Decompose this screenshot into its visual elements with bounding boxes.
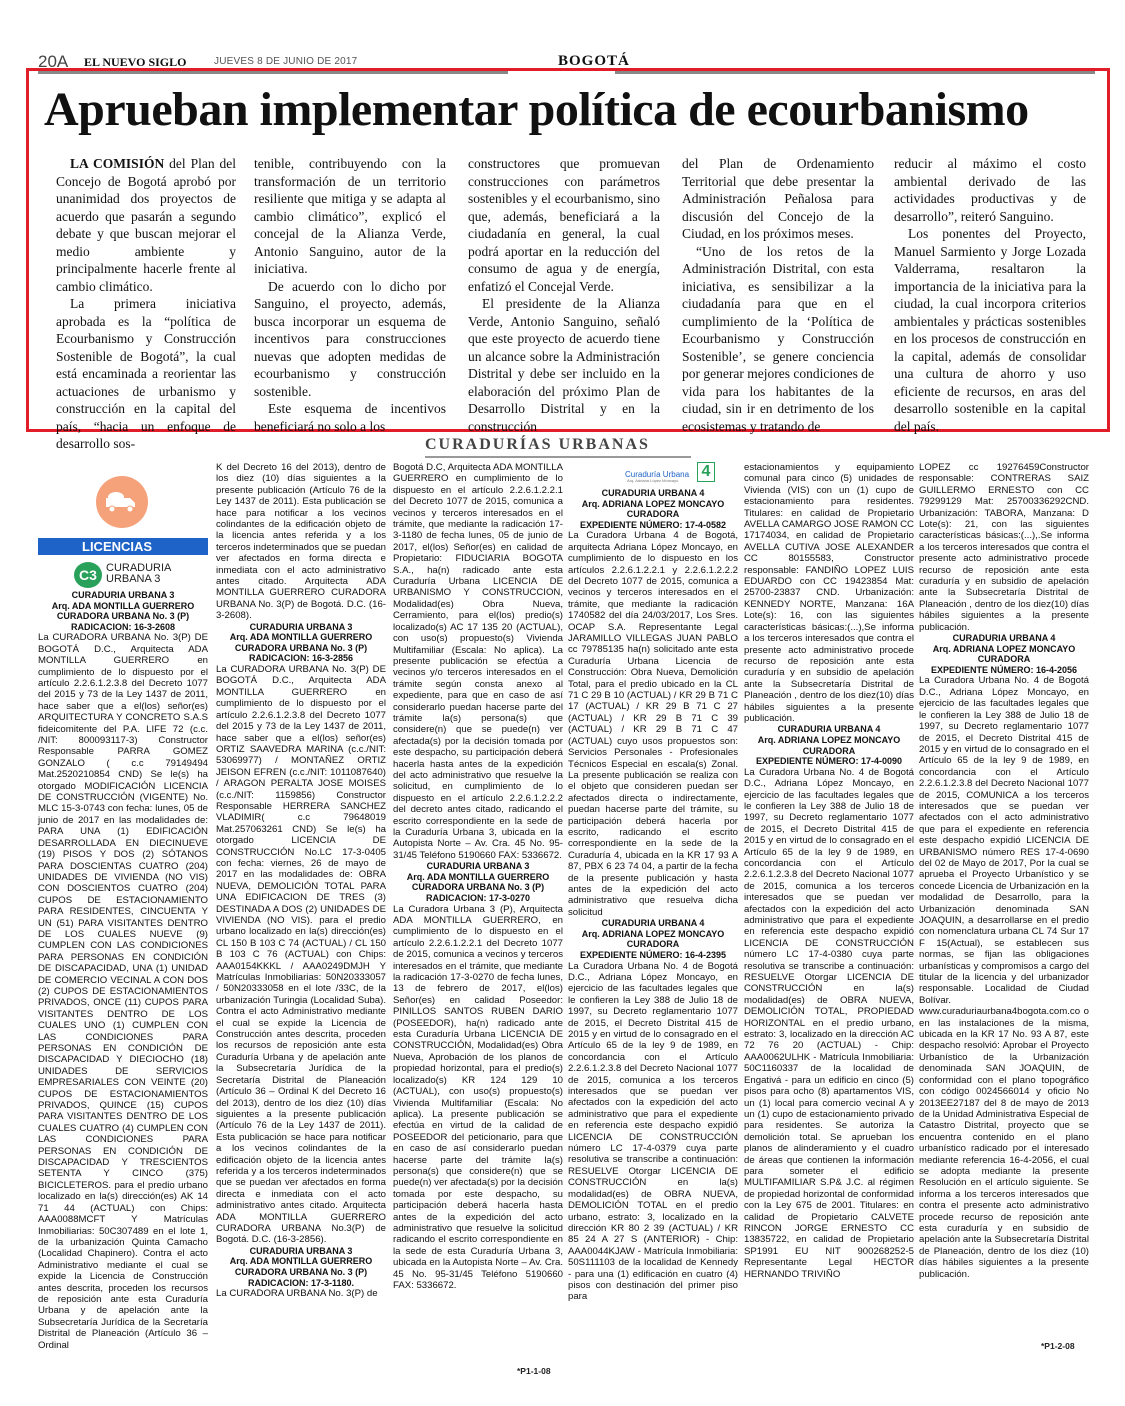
notice-body: La Curadora Urbana No. 4 de Bogotá D.C., Adriana López Moncayo, en ejercicio de las facultades legales que le confieren la Ley 388 de Julio 18 de 1997, su Decreto reglamentario 1077 de 2015, el Decreto Distrital 415 de 2015 y en virtud de lo consagrado en el Artículo 65 de la ley 9 de 1989, en concordancia con el Artículo 2.2.6.1.2.3.8 del Decreto Nacional 1077 de 2015, comunica a los terceros interesados que se puedan ver afectados con la expedición del acto administrativo que para el expediente en referencia este despacho expidió LICENCIA DE CONSTRUCCIÓN número LC 17-4-0379 cuya parte resolutiva se transcribe a continuación: RESUELVE Otorgar LICENCIA DE CONSTRUCCIÓN en la(s) modalidad(es) de OBRA NUEVA, DEMOLICIÓN TOTAL en el predio urbano, estrato: 3, localizado en la dirección KR 80 2 39 (ACTUAL) / KR 85 24 A 27 S (ANTERIOR) - Chip: AAA0044KJAW - Matrícula Inmobiliaria: 50S111103 de la localidad de Kennedy - para una (1) edificación en cuatro (4) pisos con destinación del primer piso para xyxy=(568,960,738,1303)
article-paragraph: constructores que promuevan construcciones con parámetros sostenibles y el ecourbanismo, sino que, además, beneficiará a la ciudadanía en general, la cual podrá aportar en la reducción del consumo de agua y de energía, enfatizó el Concejal Verde. xyxy=(468,156,660,294)
notice-heading: CURADURIA URBANA 3 xyxy=(426,861,530,872)
notice-heading: RADICACION: 17-3-1180. xyxy=(247,1277,355,1288)
section-name: BOGOTÁ xyxy=(558,53,630,69)
notice-body: La Curadora Urbana 4 de Bogotá, arquitecta Adriana López Moncayo, en cumplimiento de lo dispuesto en los artículos 2.2.6.1.2.2.1 y 2.2.6.1.2.2.2 del Decreto 1077 de 2015, comunica a vecinos y terceros interesados en el trámite, que mediante la radicación 1740582 del día 24/03/2017, Los Sres. OCAP S.A. Representante Legal JARAMILLO VILLEGAS JUAN PABLO cc 79785135 ha(n) solicitado ante esta Curaduría Urbana Licencia de Construcción: Obra Nueva, Demolición Total, para el predio ubicado en la CL 71 C 29 B 10 (ACTUAL) / KR 29 B 71 C 17 (ACTUAL) / KR 29 B 71 C 27 (ACTUAL) / KR 29 B 71 C 39 (ACTUAL) / KR 29 B 71 C 47 (ACTUAL) cuyo usos propuestos son: Servicios Personales - Profesionales Técnicos Especial en escala(s) Zonal. La presente publicación se realiza con el objeto que consideren puedan ser afectados directa o indirectamente, puedan hacerse parte del trámite, su participación deberá hacerla por escrito, radicando el escrito correspondiente en la sede de la Curaduría 4, ubicada en la KR 17 93 A 87, PBX 6 23 74 04, a partir de la fecha de la presente publicación y hasta antes de la expedición del acto administrativo que resuelva dicha solicitud xyxy=(568,530,738,918)
notice-heading: CURADURIA URBANA 4 xyxy=(952,633,1056,644)
notice-body: La CURADORA URBANA No. 3(P) DE BOGOTÁ D.C., Arquitecta ADA MONTILLA GUERRERO en cumplimiento de lo dispuesto por el artículo 2.2.6.1.2.3.8 del Decreto 1077 del 2015 y 73 de la Ley 1437 de 2011, hace saber que a el(los) señor(es) ARQUITECTURA Y CONCRETO S.A.S fideicomitente del P.A. LIFE 72 (c.c. /NIT: 800093117-3) Constructor Responsable PARRA GOMEZ GONZALO ( c.c 79149494 Mat.2520210854 CND) Se le(s) ha otorgado MODIFICACIÓN LICENCIA DE CONSTRUCCIÓN (VIGENTE) No. MLC 15-3-0743 con fecha: lunes, 05 de junio de 2017 en las modalidades de: PARA UNA (1) EDIFICACIÓN DESARROLLADA EN DIECINUEVE (19) PISOS Y DOS (2) SÓTANOS PARA DOSCIENTAS CUATRO (204) UNIDADES DE VIVIENDA (NO VIS) CON DOSCIENTOS CUATRO (204) CUPOS DE ESTACIONAMIENTO PARA RESIDENTES, CINCUENTA Y UN (51) PARA VISITANTES DENTRO DE LOS CUALES NUEVE (9) CUMPLEN CON LAS CONDICIONES PARA PERSONAS EN CONDICIÓN DE DISCAPACIDAD, UNA (1) UNIDAD DE COMERCIO VECINAL A CON DOS (2) CUPOS DE ESTACIONAMIENTOS PRIVADOS, ONCE (11) CUPOS PARA VISITANTES DENTRO DE LOS CUALES UNO (1) CUMPLEN CON LAS CONDICIONES PARA PERSONAS EN CONDICIÓN DE DISCAPACIDAD Y DIECIOCHO (18) UNIDADES DE SERVICIOS EMPRESARIALES CON VEINTE (20) CUPOS DE ESTACIONAMIENTOS PRIVADOS, QUINCE (15) CUPOS PARA VISITANTES DENTRO DE LOS CUALES CUATRO (4) CUMPLEN CON LAS CONDICIONES PARA PERSONAS EN CONDICIÓN DE DISCAPACIDAD Y TRESCIENTOS SETENTA Y CINCO (375) BICICLETEROS. para el predio urbano localizado en la(s) dirección(es) AK 14 71 44 (ACTUAL) con Chips: AAA0088MCFT Y Matrículas Inmobiliarias: 50C307489 en el lote 1, de la urbanización Quinta Camacho (Localidad Chapinero). Contra el acto Administrativo mediante el cual se expide la Licencia de Construcción antes descrita, proceden los recursos de reposición ante esta Curaduría Urbana y de apelación ante la Subsecretaría Jurídica de la Secretaría Distrital de Planeación (Artículo 36 – Ordinal xyxy=(38,632,208,1351)
classifieds-title-rule xyxy=(425,456,691,458)
notice-heading: CURADORA xyxy=(626,509,680,520)
article-column-1 xyxy=(56,155,236,453)
notice-heading: Arq. ADA MONTILLA GUERRERO xyxy=(229,1256,373,1267)
article-paragraph: La primera iniciativa aprobada es la “política de Ecourbanismo y Construcción Sostenible de Bogotá”, la cual está encaminada a reorientar las actuaciones de urbanismo y construcción en la capital del país, “hacia un enfoque de desarrollo sos- xyxy=(56,296,236,451)
notice-body: LOPEZ cc 19276459Constructor responsable: CONTRERAS SAIZ GUILLERMO ERNESTO con CC 79299129 Mat: 25700336292CND. Urbanización: TABORA, Manzana: D Lote(s): 21, con las siguientes características básicas:(...),.Se informa a los terceros interesados que contra el presente acto administrativo procede recurso de reposición ante esta curaduría y en subsidio de apelación ante la Subsecretaría Distrital de Planeación , dentro de los diez(10) días hábiles siguientes a la presente publicación. xyxy=(919,462,1089,633)
notice-heading: RADICACION: 16-3-2856 xyxy=(248,653,354,664)
notice-body: La Curadora Urbana 3 (P), Arquitecta ADA MONTILLA GUERRERO, en cumplimiento de lo dispuesto en el artículo 2.2.6.1.2.2.1 del Decreto 1077 de 2015, comunica a vecinos y terceros interesados en el trámite, que mediante la radicación 17-3-0270 de fecha lunes, 13 de febrero de 2017, el(los) Señor(es) en calidad Poseedor: PINILLOS SANTOS RUBEN DARIO (POSEEDOR), ha(n) radicado ante esta Curaduría Urbana LICENCIA DE CONSTRUCCIÓN, Modalidad(es) Obra Nueva, Aprobación de los planos de propiedad horizontal, para el predio(s) localizado(s) KR 124 129 10 (ACTUAL), con uso(s) propuesto(s) Vivienda Multifamiliar (Escala: No aplica). La presente publicación se efectúa en virtud de la calidad de POSEEDOR del peticionario, para que en caso de así considerarlo puedan hacerse parte del trámite la(s) persona(s) que considere(n) que se puede(n) ver afectada(s) por la decisión tomada por este despacho, su participación deberá hacerla hasta antes de la expedición del acto administrativo que resuelve la solicitud radicando el escrito correspondiente en la sede de esta Curaduría Urbana 3, ubicada en la Autopista Norte – Av. Cra. 45 No. 95-31/45 Teléfono 5190660 FAX: 5336672. xyxy=(393,903,563,1291)
notice-heading: Arq. ADRIANA LOPEZ MONCAYO xyxy=(581,498,725,509)
article-paragraph: tenible, contribuyendo con la transformación de un territorio resiliente que mitiga y se adapta al cambio climático”, explicó el concejal de la Alianza Verde, Antonio Sanguino, autor de la iniciativa. xyxy=(254,156,446,276)
notice-heading: CURADORA xyxy=(977,654,1031,665)
classified-column-5 xyxy=(744,462,914,1280)
classified-column-2 xyxy=(216,462,386,1300)
notice-heading: RADICACION: 16-3-2608 xyxy=(70,621,176,632)
article-paragraph: del Plan del Concejo de Bogotá aprobó por unanimidad dos proyectos de acuerdo que pasarán a segundo debate y que buscan mejorar el medio ambiente y principalmente hacerle frente al cambio climático. xyxy=(56,156,236,294)
notice-heading: CURADURIA URBANA 3 xyxy=(249,1245,353,1256)
notice-heading: RADICACION: 17-3-0270 xyxy=(425,893,531,903)
issue-date: JUEVES 8 DE JUNIO DE 2017 xyxy=(214,56,358,67)
notice-heading: Arq. ADRIANA LOPEZ MONCAYO xyxy=(581,928,725,939)
classified-column-1 xyxy=(38,590,208,1351)
cu4-logo-subtitle: Arq. Adriana López Moncayo xyxy=(627,478,679,483)
notice-body: La Curadora Urbana No. 4 de Bogotá D.C., Adriana López Moncayo, en ejercicio de las facultades legales que le confieren la Ley 388 de Julio 18 de 1997, su Decreto reglamentario 1077 de 2015, el Decreto Distrital 415 de 2015 y en virtud de lo consagrado en el Artículo 65 de la ley 9 de 1989, en concordancia con el Artículo 2.2.6.1.2.3.8 del Decreto Nacional 1077 de 2015, COMUNICA a los terceros interesados que se puedan ver afectados con el acto administrativo que para el expediente en referencia este despacho expidió LICENCIA DE URBANISMO número RES 17-4-0690 del 02 de Mayo de 2017, Por la cual se aprueba el Proyecto Urbanístico y se concede Licencia de Urbanización en la modalidad de Desarrollo, para la Urbanización denominada SAN JOAQUIN, a desarrollarse en el predio con nomenclatura urbana CL 74 Sur 17 F 15(Actual), se establecen sus normas, se fijan las obligaciones urbanísticas y compromisos a cargo del titular de la licencia y del urbanizador responsable. Localidad de Ciudad Bolívar. www.curaduriaurbana4bogota.com.co o en las instalaciones de la misma, ubicada en la KR 17 No. 93 A 87, este despacho resolvió: Aprobar el Proyecto Urbanístico de la Urbanización denominada SAN JOAQUIN, de conformidad con el plano topográfico con código 0024566014 y oficio No 2013EE27187 del 8 de mayo de 2013 de la Unidad Administrativa Especial de Catastro Distrital, proyecto que se encuentra contenido en el plano urbanístico radicado por el interesado mediante referencia 16-4-2056, el cual se adopta mediante la presente Resolución en el artículo siguiente. Se informa a los terceros interesados que contra el presente acto administrativo procede recurso de reposición ante esta curaduría y en subsidio de apelación ante la Subsecretaría Distrital de Planeación, dentro de los diez (10) días hábiles siguientes a la presente publicación. xyxy=(919,675,1089,1280)
article-paragraph: Este esquema de incentivos beneficiará no solo a los xyxy=(254,401,446,434)
c3-logo-line1: CURADURIA xyxy=(106,562,172,574)
article-column-3 xyxy=(468,155,660,435)
article-column-5 xyxy=(894,155,1086,435)
notice-heading: Arq. ADA MONTILLA GUERRERO xyxy=(406,871,550,882)
article-paragraph: “Uno de los retos de la Administración Distrital, con esta iniciativa, es sensibilizar a la ciudadanía para que en el cumplimiento de la ‘Política de Ecourbanismo y Construcción Sostenible’, se genere conciencia por generar mejores condiciones de vida para los habitantes de la ciudad, sin ir en detrimento de los ecosistemas y tratando de xyxy=(682,243,874,434)
licencias-label: LICENCIAS xyxy=(38,538,208,555)
classified-column-6 xyxy=(919,462,1089,1280)
cu4-logo-number: 4 xyxy=(697,462,715,482)
notice-heading: CURADORA xyxy=(626,939,680,950)
curaduria-4-logo xyxy=(625,462,715,482)
notice-heading: Arq. ADRIANA LOPEZ MONCAYO xyxy=(757,734,901,745)
notice-heading: CURADORA xyxy=(802,745,856,756)
notice-heading: CURADURIA URBANA 3 xyxy=(71,590,175,600)
notice-body: La CURADORA URBANA No. 3(P) DE BOGOTÁ D.C., Arquitecta ADA MONTILLA GUERRERO en cumplimiento de lo dispuesto por el artículo 2.2.6.1.2.3.8 del Decreto 1077 del 2015 y 73 de la Ley 1437 de 2011, hace saber que a el(los) señor(es) ORTIZ SAAVEDRA MARINA (c.c./NIT: 53069977) / MONTAÑEZ ORTIZ JEISON EFREN (c.c./NIT: 1011087640) / ARAGON PERALTA JOSE MOISES (c.c./NIT: 1159856) Constructor Responsable HERRERA SANCHEZ VLADIMIR( c.c 79648019 Mat.257063261 CND) Se le(s) ha otorgado LICENCIA DE CONSTRUCCIÓN No.LC 17-3-0405 con fecha: viernes, 26 de mayo de 2017 en las modalidades de: OBRA NUEVA, DEMOLICIÓN TOTAL PARA UNA EDIFICACION DE TRES (3) DESTINADA A DOS (2) UNIDADES DE VIVIENDA (NO VIS). para el predio urbano localizado en la(s) dirección(es) CL 150 B 103 C 74 (ACTUAL) / CL 150 B 103 C 76 (ACTUAL) con Chips: AAA0154KKKL / AAA0249DMJH Y Matrículas Inmobiliarias: 50N20333057 / 50N20333058 en el lote /33C, de la urbanización Turingia (Localidad Suba). Contra el acto Administrativo mediante el cual se expide la Licencia de Construcción antes descrita, proceden los recursos de reposición ante esta Curaduría Urbana y de apelación ante la Subsecretaría Jurídica de la Secretaría Distrital de Planeación (Artículo 36 – Ordinal K del Decreto 16 del 2013), dentro de los diez (10) días siguientes a la presente publicación (Artículo 76 de la Ley 1437 de 2011). Esta publicación se hace para notificar a los vecinos colindantes de la edificación objeto de la licencia antes referida y a los terceros indeterminados que se puedan ver afectados en forma directa e inmediata con el acto administrativo antes citado. Arquitecta ADA MONTILLA GUERRERO CURADORA URBANA No.3(P) de Bogotá. D.C. (16-3-2856). xyxy=(216,664,386,1246)
notice-body: K del Decreto 16 del 2013), dentro de los diez (10) días siguientes a la presente publicación (Artículo 76 de la Ley 1437 de 2011). Esta publicación se hace para notificar a los vecinos colindantes de la edificación objeto de la licencia antes referida y a los terceros indeterminados que se puedan ver afectados en forma directa e inmediata con el acto administrativo antes citado. Arquitecta ADA MONTILLA GUERRERO CURADORA URBANA No. 3(P) de Bogotá. D.C. (16-3-2608). xyxy=(216,462,386,622)
ad-code-left: *P1-1-08 xyxy=(517,1366,551,1376)
notice-heading: Arq. ADRIANA LOPEZ MONCAYO xyxy=(932,643,1076,654)
article-paragraph: Los ponentes del Proyecto, Manuel Sarmiento y Jorge Lozada Valderrama, resaltaron la importancia de la iniciativa para la ciudad, la cual incorpora criterios ambientales y prácticas sostenibles en los procesos de construcción en la capital, además de consolidar una cultura de ahorro y uso eficiente de recursos, en aras del desarrollo sostenible en la capital del país. xyxy=(894,226,1086,434)
notice-heading: CURADURIA URBANA 4 xyxy=(777,724,881,735)
classifieds-title: CURADURÍAS URBANAS xyxy=(425,436,650,453)
notice-heading: EXPEDIENTE NÚMERO: 17-4-0582 xyxy=(579,519,727,530)
classified-column-4 xyxy=(568,488,738,1303)
notice-heading: CURADORA URBANA No. 3 (P) xyxy=(56,611,190,622)
notice-body: estacionamientos y equipamiento comunal para cinco (5) unidades de Vivienda (VIS) con un (1) cupo de estacionamiento para residentes. Titulares: en calidad de Propietario AVELLA CAMARGO JOSE RAMON CC 17174034, en calidad de Propietario AVELLA CUTIVA JOSE ALEXANDER CC 80155583, Constructor responsable: FANDIÑO LOPEZ LUIS EDUARDO con CC 19423854 Mat: 25700-23837 CND. Urbanización: KENNEDY NORTE, Manzana: 16A Lote(s): 16, con las siguientes características básicas:(...),Se informa a los terceros interesados que contra el presente acto administrativo procede recurso de reposición ante esta curaduría y en subsidio de apelación ante la Subsecretaría Distrital de Planeación , dentro de los diez(10) días hábiles siguientes a la presente publicación. xyxy=(744,462,914,724)
page-number: 20A xyxy=(38,52,69,71)
ad-code-right: *P1-2-08 xyxy=(1041,1341,1075,1351)
notice-heading: CURADURIA URBANA 4 xyxy=(601,488,705,498)
article-headline: Aprueban implementar política de ecourbanismo xyxy=(44,83,1029,136)
notice-body: La Curadora Urbana No. 4 de Bogotá D.C., Adriana López Moncayo, en ejercicio de las facultades legales que le confieren la Ley 388 de Julio 18 de 1997, su Decreto reglamentario 1077 de 2015, el Decreto Distrital 415 de 2015 y en virtud de lo consagrado en el Artículo 65 de la ley 9 de 1989, en concordancia con el Artículo 2.2.6.1.2.3.8 del Decreto Nacional 1077 de 2015, comunica a los terceros interesados que se puedan ver afectados con la expedición del acto administrativo que para el expediente en referencia este despacho expidió LICENCIA DE CONSTRUCCIÓN número LC 17-4-0380 cuya parte resolutiva se transcribe a continuación: RESUELVE Otorgar LICENCIA DE CONSTRUCCIÓN en la(s) modalidad(es) de OBRA NUEVA, DEMOLICIÓN TOTAL, PROPIEDAD HORIZONTAL en el predio urbano, estrato: 3, localizado en la dirección AC 72 76 20 (ACTUAL) - Chip: AAA0062ULHK - Matrícula Inmobiliaria: 50C1160337 de la localidad de Engativá - para un edificio en cinco (5) pisos para ocho (8) apartamentos VIS, un (1) local para comercio vecinal A y un (1) cupo de estacionamiento privado para residentes. Se autoriza la demolición total. Se aprueban los planos de alinderamiento y el cuadro de áreas que contienen la información para someter el edificio MULTIFAMILIAR S.P& J.C. al régimen de propiedad horizontal de conformidad con la Ley 675 de 2001. Titulares: en calidad de Propietario CALVETE RINCON JORGE ERNESTO CC 13835722, en calidad de Propietario SP1991 EU NIT 900268252-5 Representante Legal HECTOR HERNANDO TRIVIÑO xyxy=(744,766,914,1280)
article-paragraph: El presidente de la Alianza Verde, Antonio Sanguino, señaló que este proyecto de acuerdo tiene un alcance sobre la Administración Distrital y debe ser incluido en la elaboración del próximo Plan de Desarrollo Distrital y en la construcción xyxy=(468,296,660,434)
article-paragraph: reducir al máximo el costo ambiental derivado de las actividades productivas y de desarrollo”, reiteró Sanguino. xyxy=(894,156,1086,224)
article-paragraph: De acuerdo con lo dicho por Sanguino, el proyecto, además, busca incorporar un esquema de incentivos para construcciones nuevas que adopten medidas de ecourbanismo y construcción sostenible. xyxy=(254,278,446,399)
notice-body: Bogotá D.C, Arquitecta ADA MONTILLA GUERRERO en cumplimiento de lo dispuesto en el artículo 2.2.6.1.2.2.1 del Decreto 1077 de 2015, comunica a vecinos y terceros interesados en el trámite, que mediante la radicación 17-3-1180 de fecha lunes, 05 de junio de 2017, el(los) Señor(es) en calidad de Propietario: FIDUCIARIA BOGOTA S.A., ha(n) radicado ante esta Curaduría Urbana LICENCIA DE URBANISMO Y CONSTRUCCION, Modalidad(es) Obra Nueva, Cerramiento, para el(los) predio(s) localizado(s) AC 17 135 20 (ACTUAL), con uso(s) propuesto(s) Vivienda Multifamiliar (Escala: No aplica). La presente publicación se efectúa a vecinos y/o terceros interesados en el trámite según consta anexo al expediente, para que en caso de así considerarlo puedan hacerse parte del trámite la(s) persona(s) que considere(n) que se puede(n) ver afectada(s) por la decisión tomada por este despacho, su participación deberá hacerla hasta antes de la expedición del acto administrativo que resuelve la solicitud, en cumplimiento de lo dispuesto en el artículo 2.2.6.1.2.2.2 del decreto antes citado, radicando el escrito correspondiente en la sede de la Curaduría Urbana 3, ubicada en la Autopista Norte – Av. Cra. 45 No. 95-31/45 Teléfono 5190660 FAX: 5336672. xyxy=(393,462,563,861)
newspaper-name: EL NUEVO SIGLO xyxy=(84,55,187,69)
notice-heading: Arq. ADA MONTILLA GUERRERO xyxy=(229,632,373,643)
article-column-2 xyxy=(254,155,446,435)
c3-logo-mark: C3 xyxy=(74,562,102,588)
truck-icon xyxy=(96,476,148,528)
notice-heading: CURADORA URBANA No. 3 (P) xyxy=(411,882,545,893)
notice-heading: Arq. ADA MONTILLA GUERRERO xyxy=(51,600,195,611)
article-column-4 xyxy=(682,155,874,435)
article-lead: LA COMISIÓN xyxy=(70,156,165,171)
licencias-banner xyxy=(38,462,208,572)
notice-heading: CURADURIA URBANA 3 xyxy=(249,621,353,632)
article-paragraph: del Plan de Ordenamiento Territorial que debe presentar la Administración Peñalosa para discusión del Concejo de la Ciudad, en los próximos meses. xyxy=(682,156,874,241)
classified-column-3 xyxy=(393,462,563,1291)
notice-heading: EXPEDIENTE NÚMERO: 16-4-2056 xyxy=(930,664,1078,675)
notice-heading: CURADORA URBANA No. 3 (P) xyxy=(234,642,368,653)
cu4-logo-text: Curaduría Urbana xyxy=(625,470,690,479)
notice-heading: EXPEDIENTE NÚMERO: 17-4-0090 xyxy=(755,756,903,767)
notice-heading: CURADURIA URBANA 4 xyxy=(601,918,705,929)
notice-body: La CURADORA URBANA No. 3(P) de xyxy=(216,1288,378,1300)
c3-logo-line2: URBANA 3 xyxy=(106,573,161,585)
notice-heading: EXPEDIENTE NÚMERO: 16-4-2395 xyxy=(579,949,727,960)
notice-heading: CURADORA URBANA No. 3 (P) xyxy=(234,1266,368,1277)
